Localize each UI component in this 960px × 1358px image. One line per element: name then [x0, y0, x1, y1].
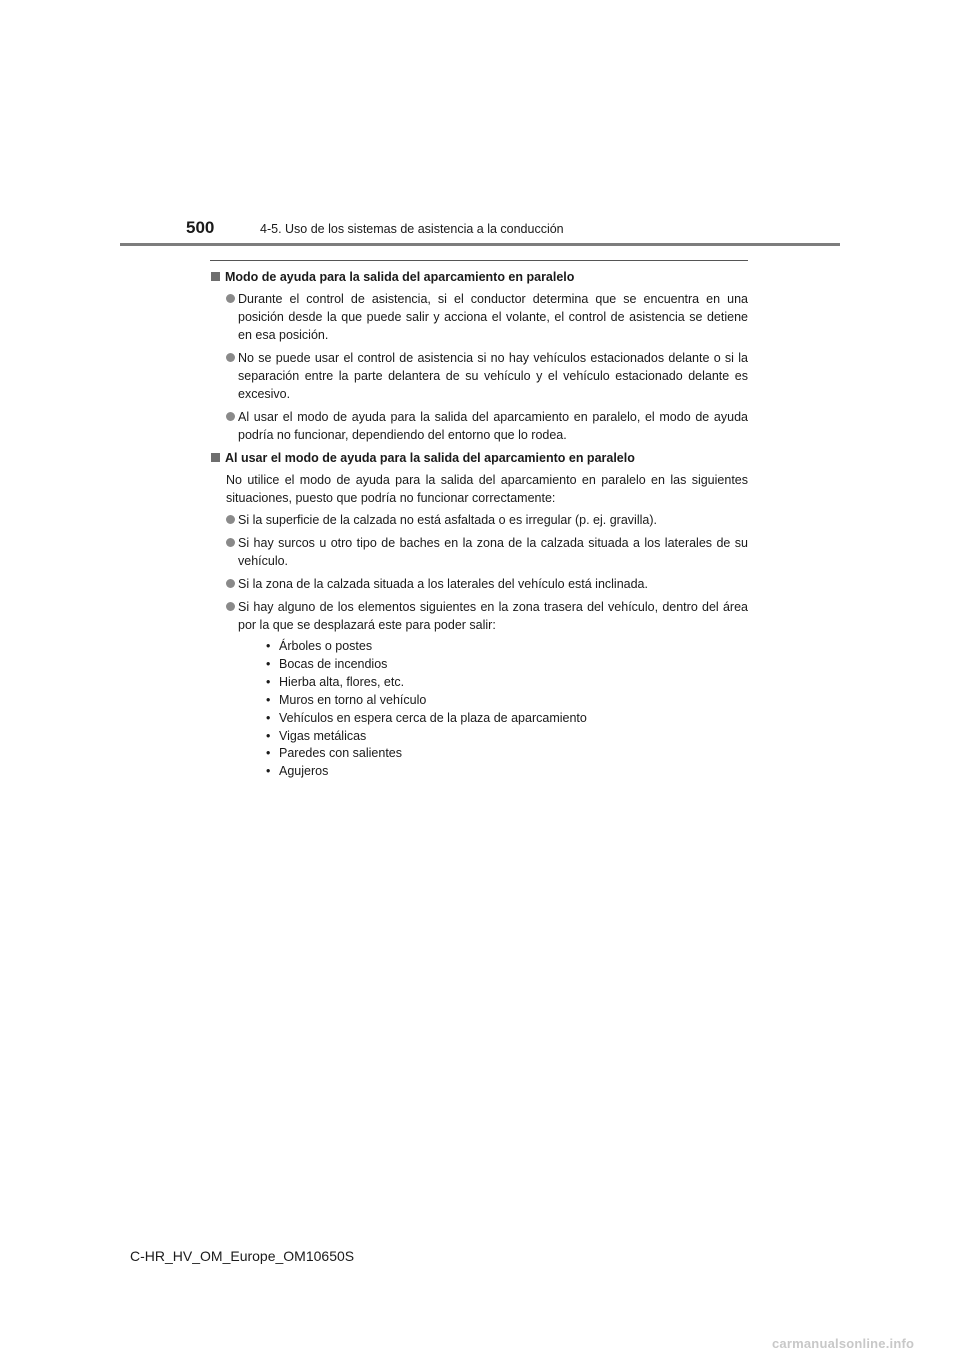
list-item	[210, 575, 748, 593]
sub-list-item: • Vehículos en espera cerca de la plaza de aparcamiento	[266, 710, 748, 728]
circle-bullet-icon	[226, 515, 235, 524]
section-title: 4-5. Uso de los sistemas de asistencia a la conducción	[260, 222, 564, 236]
circle-bullet-icon	[226, 602, 235, 611]
header-divider	[120, 243, 840, 246]
sub-list-item: • Árboles o postes	[266, 638, 748, 656]
circle-bullet-icon	[226, 579, 235, 588]
page-number: 500	[186, 218, 215, 237]
watermark: carmanualsonline.info	[772, 1336, 915, 1351]
section-heading-text: Modo de ayuda para la salida del aparcamiento en paralelo	[225, 270, 575, 284]
list-item	[210, 598, 748, 781]
circle-bullet-icon	[226, 538, 235, 547]
list-item	[210, 511, 748, 529]
sub-list-item: • Bocas de incendios	[266, 656, 748, 674]
list-item-text: Si hay alguno de los elementos siguientes en la zona trasera del vehículo, dentro del área por la que se desplazará este para poder salir:	[238, 600, 748, 632]
list-item-text: Al usar el modo de ayuda para la salida del aparcamiento en paralelo, el modo de ayuda podría no funcionar, dependiendo del entorno que lo rodea.	[238, 410, 748, 442]
square-bullet-icon	[211, 453, 220, 462]
list-item-text: Durante el control de asistencia, si el conductor determina que se encuentra en una posición desde la que puede salir y acciona el volante, el control de asistencia se detiene en esa posición.	[238, 292, 748, 342]
list-item	[210, 290, 748, 344]
sub-list-item: • Hierba alta, flores, etc.	[266, 674, 748, 692]
circle-bullet-icon	[226, 412, 235, 421]
circle-bullet-icon	[226, 353, 235, 362]
sub-list-item: • Paredes con salientes	[266, 745, 748, 763]
list-item-text: Si hay surcos u otro tipo de baches en la zona de la calzada situada a los laterales de su vehículo.	[238, 536, 748, 568]
sub-list-item: • Vigas metálicas	[266, 728, 748, 746]
content-divider	[210, 260, 748, 261]
list-item-text: Si la zona de la calzada situada a los laterales del vehículo está inclinada.	[238, 577, 648, 591]
square-bullet-icon	[211, 272, 220, 281]
circle-bullet-icon	[226, 294, 235, 303]
list-item	[210, 408, 748, 444]
sub-list-item: • Muros en torno al vehículo	[266, 692, 748, 710]
section-heading-text: Al usar el modo de ayuda para la salida del aparcamiento en paralelo	[225, 451, 635, 465]
page-content	[210, 268, 748, 786]
list-item-text: No se puede usar el control de asistencia si no hay vehículos estacionados delante o si la separación entre la parte delantera de su vehículo y el vehículo estacionado delante es excesivo.	[238, 351, 748, 401]
list-item	[210, 349, 748, 403]
list-item-text: Si la superficie de la calzada no está asfaltada o es irregular (p. ej. gravilla).	[238, 513, 657, 527]
intro-paragraph: No utilice el modo de ayuda para la salida del aparcamiento en paralelo en las siguientes situaciones, puesto que podría no funcionar correctamente:	[226, 473, 748, 505]
list-item	[210, 534, 748, 570]
footer-doc-id: C-HR_HV_OM_Europe_OM10650S	[130, 1248, 355, 1264]
sub-list-item: • Agujeros	[266, 763, 748, 781]
section-heading	[210, 449, 748, 467]
section-heading	[210, 268, 748, 286]
sub-list	[266, 638, 748, 781]
